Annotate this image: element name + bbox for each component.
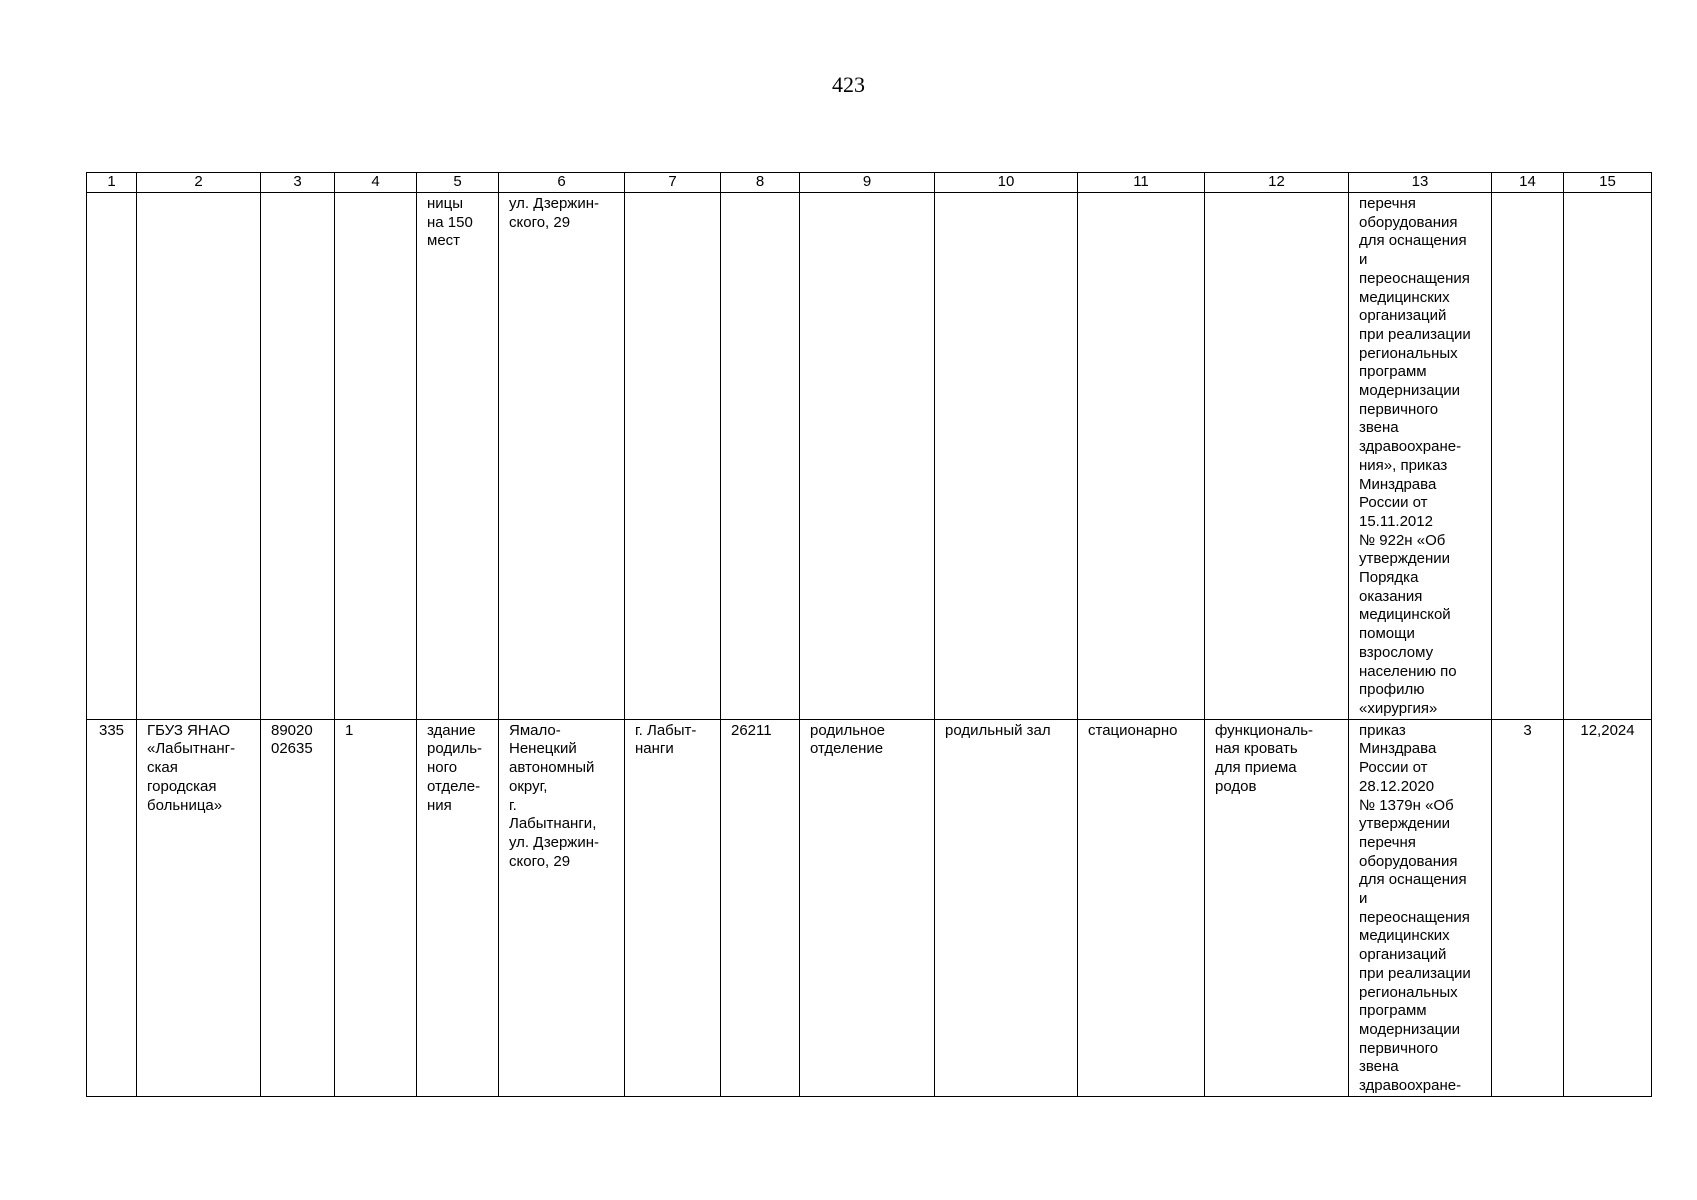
table-cell <box>499 719 625 1096</box>
cell-text-line: на 150 <box>427 213 473 231</box>
cell-text-line: Порядка <box>1359 569 1419 587</box>
cell-text-line: оказания <box>1359 587 1423 605</box>
cell-text-line: 3 <box>1523 721 1532 739</box>
table-cell <box>417 719 499 1096</box>
table-cell <box>137 193 261 720</box>
table-cell <box>721 193 800 720</box>
column-header: 10 <box>935 173 1078 193</box>
table-cell <box>1205 193 1349 720</box>
cell-text-line: первичного <box>1359 400 1439 418</box>
cell-text-line: ницы <box>427 195 464 212</box>
cell-text-line: больница» <box>147 796 223 814</box>
cell-text-line: г. <box>509 796 517 814</box>
cell-text-line: Ямало- <box>509 721 561 739</box>
cell-text-line: переоснащения <box>1359 269 1470 287</box>
cell-text-line: для оснащения <box>1359 232 1467 250</box>
cell-text-line: ского, 29 <box>509 213 571 231</box>
cell-text-line: модернизации <box>1359 382 1460 400</box>
cell-text-line: взрослому <box>1359 643 1434 661</box>
table-cell <box>335 719 417 1096</box>
cell-text-line: родильное <box>810 721 886 739</box>
cell-text-line: ул. Дзержин- <box>509 195 599 212</box>
cell-text-line: для оснащения <box>1359 871 1467 889</box>
table-cell <box>721 719 800 1096</box>
equipment-table <box>86 172 1652 1097</box>
cell-text-line: родиль- <box>427 740 483 758</box>
cell-text-line: автономный <box>509 759 595 777</box>
table-row <box>87 719 1652 1096</box>
table-cell <box>1564 193 1652 720</box>
column-header: 2 <box>137 173 261 193</box>
cell-text-line: медицинской <box>1359 606 1451 624</box>
cell-text-line: 89020 <box>271 721 313 739</box>
cell-text-line: городская <box>147 777 217 795</box>
table-cell <box>1564 719 1652 1096</box>
cell-text-line: ского, 29 <box>509 852 571 870</box>
cell-text-line: и <box>1359 890 1368 908</box>
cell-text-line: Минздрава <box>1359 740 1437 758</box>
cell-text-line: медицинских <box>1359 927 1450 945</box>
table-cell <box>625 193 721 720</box>
column-header: 6 <box>499 173 625 193</box>
cell-text-line: при реализации <box>1359 964 1471 982</box>
cell-text-line: № 922н «Об <box>1359 531 1446 549</box>
cell-text-line: «Лабытнанг- <box>147 740 236 758</box>
table-cell <box>499 193 625 720</box>
cell-text-line: перечня <box>1359 195 1416 212</box>
cell-text-line: программ <box>1359 363 1427 381</box>
cell-text-line: г. Лабыт- <box>635 721 697 739</box>
table-cell <box>417 193 499 720</box>
cell-text-line: 335 <box>98 721 125 739</box>
table-cell <box>1349 719 1492 1096</box>
table-cell <box>1078 719 1205 1096</box>
column-header: 1 <box>87 173 137 193</box>
table-cell <box>261 719 335 1096</box>
column-header: 13 <box>1349 173 1492 193</box>
cell-text-line: № 1379н «Об <box>1359 796 1454 814</box>
column-header: 14 <box>1492 173 1564 193</box>
table-cell <box>1205 719 1349 1096</box>
cell-text-line: оборудования <box>1359 852 1458 870</box>
cell-text-line: организаций <box>1359 946 1447 964</box>
cell-text-line: и <box>1359 251 1368 269</box>
table-cell <box>1349 193 1492 720</box>
cell-text-line: нанги <box>635 740 674 758</box>
cell-text-line: ного <box>427 759 458 777</box>
column-header: 3 <box>261 173 335 193</box>
page-number: 423 <box>832 72 865 97</box>
table-cell <box>935 193 1078 720</box>
cell-text-line: ГБУЗ ЯНАО <box>147 721 231 739</box>
table-cell <box>137 719 261 1096</box>
table-cell <box>1492 193 1564 720</box>
table-cell <box>935 719 1078 1096</box>
table-cell <box>1492 719 1564 1096</box>
cell-text-line: переоснащения <box>1359 908 1470 926</box>
cell-text-line: ская <box>147 759 178 777</box>
cell-text-line: профилю <box>1359 681 1425 699</box>
cell-text-line: родов <box>1215 777 1257 795</box>
cell-text-line: функциональ- <box>1215 721 1314 739</box>
cell-text-line: перечня <box>1359 833 1416 851</box>
table-cell <box>800 719 935 1096</box>
cell-text-line: 12,2024 <box>1580 721 1635 739</box>
cell-text-line: региональных <box>1359 983 1458 1001</box>
table-cell <box>87 193 137 720</box>
table-cell <box>1078 193 1205 720</box>
cell-text-line: программ <box>1359 1002 1427 1020</box>
cell-text-line: ная кровать <box>1215 740 1298 758</box>
cell-text-line: региональных <box>1359 344 1458 362</box>
cell-text-line: звена <box>1359 1058 1399 1076</box>
column-header: 12 <box>1205 173 1349 193</box>
table-cell <box>261 193 335 720</box>
cell-text-line: ул. Дзержин- <box>509 833 599 851</box>
table-cell <box>625 719 721 1096</box>
cell-text-line: отделе- <box>427 777 481 795</box>
column-header: 7 <box>625 173 721 193</box>
cell-text-line: для приема <box>1215 759 1297 777</box>
cell-text-line: родильный зал <box>945 721 1051 739</box>
cell-text-line: «хирургия» <box>1359 699 1438 717</box>
cell-text-line: 1 <box>345 721 354 739</box>
cell-text-line: Ненецкий <box>509 740 577 758</box>
column-header: 4 <box>335 173 417 193</box>
column-number-header <box>87 173 1652 193</box>
cell-text-line: населению по <box>1359 662 1457 680</box>
cell-text-line: ния <box>427 796 452 814</box>
cell-text-line: утверждении <box>1359 815 1451 833</box>
cell-text-line: 26211 <box>731 721 772 739</box>
cell-text-line: здравоохране- <box>1359 1077 1462 1095</box>
column-header: 15 <box>1564 173 1652 193</box>
cell-text-line: утверждении <box>1359 550 1451 568</box>
table-row <box>87 193 1652 720</box>
cell-text-line: организаций <box>1359 307 1447 325</box>
cell-text-line: медицинских <box>1359 288 1450 306</box>
cell-text-line: 15.11.2012 <box>1359 512 1433 530</box>
cell-text-line: Лабытнанги, <box>509 815 597 833</box>
table-cell <box>800 193 935 720</box>
cell-text-line: звена <box>1359 419 1399 437</box>
cell-text-line: округ, <box>509 777 548 795</box>
column-header: 8 <box>721 173 800 193</box>
cell-text-line: ния», приказ <box>1359 456 1448 474</box>
cell-text-line: помощи <box>1359 625 1415 643</box>
cell-text-line: мест <box>427 232 461 250</box>
cell-text-line: стационарно <box>1088 721 1178 739</box>
cell-text-line: 02635 <box>271 740 313 758</box>
cell-text-line: 28.12.2020 <box>1359 777 1435 795</box>
cell-text-line: оборудования <box>1359 213 1458 231</box>
cell-text-line: Минздрава <box>1359 475 1437 493</box>
column-header: 9 <box>800 173 935 193</box>
cell-text-line: отделение <box>810 740 884 758</box>
cell-text-line: здравоохране- <box>1359 438 1462 456</box>
cell-text-line: России от <box>1359 494 1428 512</box>
cell-text-line: при реализации <box>1359 325 1471 343</box>
cell-text-line: приказ <box>1359 721 1406 739</box>
column-header: 11 <box>1078 173 1205 193</box>
cell-text-line: первичного <box>1359 1039 1439 1057</box>
table-cell <box>335 193 417 720</box>
cell-text-line: модернизации <box>1359 1020 1460 1038</box>
cell-text-line: здание <box>427 721 476 739</box>
table-cell <box>87 719 137 1096</box>
cell-text-line: России от <box>1359 759 1428 777</box>
column-header: 5 <box>417 173 499 193</box>
